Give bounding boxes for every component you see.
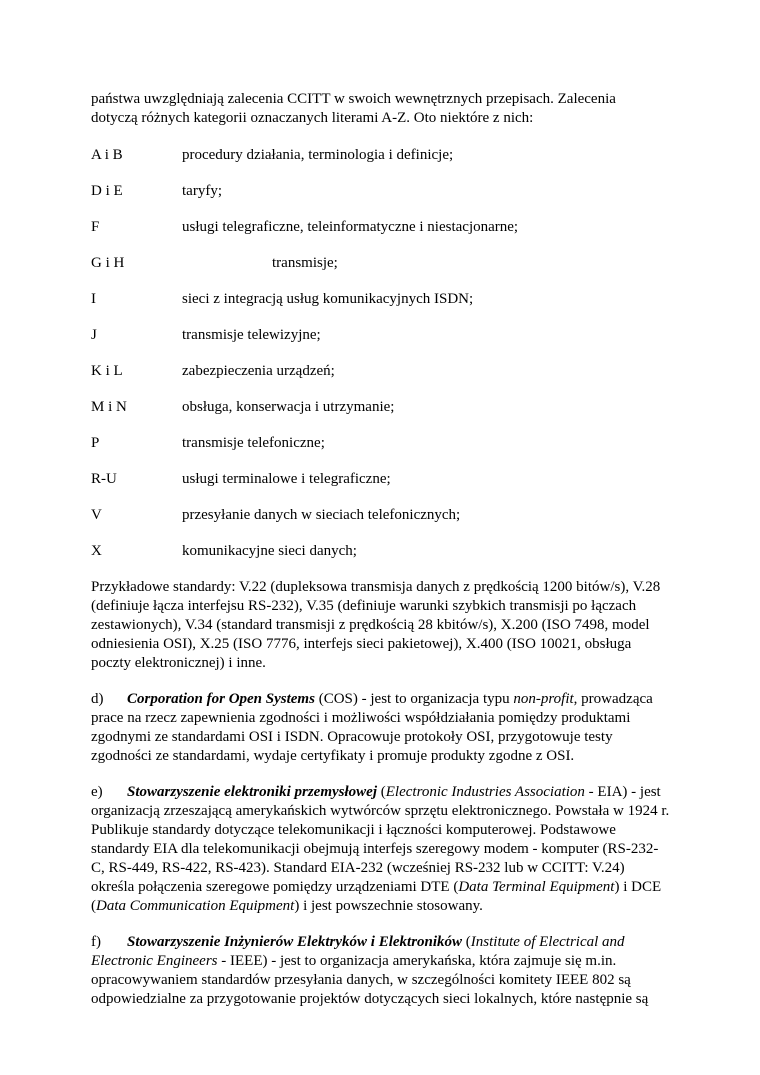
category-code: A i B [91, 147, 123, 163]
intro-line-1: państwa uwzględniają zalecenia CCITT w swoich wewnętrznych przepisach. Zalecenia [91, 91, 616, 107]
document-page [91, 90, 671, 1009]
category-desc: komunikacyjne sieci danych; [182, 543, 357, 559]
category-code: J [91, 327, 97, 343]
examples-paragraph: Przykładowe standardy: V.22 (dupleksowa transmisja danych z prędkością 1200 bitów/s), V.28 (definiuje łącza interfejsu RS-232), V.35 (definiuje warunki szybkich transmisji po łączach zestawionych), V.34 (standard transmisji z prędkością 28 kbitów/s), X.200 (ISO 7498, model odniesienia OSI), X.25 (ISO 7776, interfejs sieci pakietowej), X.400 (ISO 10021, obsługa poczty elektronicznej) i inne. [91, 579, 661, 671]
category-desc: przesyłanie danych w sieciach telefonicznych; [182, 507, 461, 523]
section-d-rest: , prowadząca prace na rzecz zapewnienia zgodności i możliwości współdziałania pomiędzy produktami zgodnymi ze standardami OSI i ISDN. Opracowuje protokoły OSI, przygotowuje testy zgodności ze standardami, wydaje certyfikaty i promuje produkty zgodne z OSI. [91, 691, 653, 764]
category-row [91, 146, 671, 182]
section-f-letter: f) [91, 934, 101, 950]
category-row [91, 506, 671, 542]
section-f-paren: ( [462, 934, 471, 950]
category-desc: usługi terminalowe i telegraficzne; [182, 471, 391, 487]
category-code: K i L [91, 363, 123, 379]
section-e-dte: Data Terminal Equipment [458, 879, 615, 895]
category-desc: procedury działania, terminologia i definicje; [182, 147, 454, 163]
category-row [91, 182, 671, 218]
category-desc: zabezpieczenia urządzeń; [182, 363, 335, 379]
section-e-paragraph [91, 783, 671, 916]
category-row [91, 542, 671, 578]
category-list [91, 146, 671, 578]
category-row [91, 290, 671, 326]
section-d-nonprofit: non-profit [513, 691, 574, 707]
section-e-english: Electronic Industries Association [385, 784, 585, 800]
section-f-name: Stowarzyszenie Inżynierów Elektryków i Elektroników [127, 934, 463, 950]
category-code: I [91, 291, 96, 307]
category-row [91, 362, 671, 398]
section-d-name: Corporation for Open Systems [127, 691, 315, 707]
section-e-dce: Data Communication Equipment [96, 898, 295, 914]
category-code: M i N [91, 399, 127, 415]
category-desc: obsługa, konserwacja i utrzymanie; [182, 399, 395, 415]
category-desc: transmisje telewizyjne; [182, 327, 321, 343]
section-e-letter: e) [91, 784, 103, 800]
category-row [91, 434, 671, 470]
category-code: R-U [91, 471, 117, 487]
category-code: F [91, 219, 100, 235]
category-code: G i H [91, 255, 125, 271]
category-code: P [91, 435, 100, 451]
category-code: X [91, 543, 102, 559]
section-d-paragraph [91, 690, 671, 766]
section-d-letter: d) [91, 691, 104, 707]
section-d-abbr: (COS) - jest to organizacja typu [314, 691, 514, 707]
category-code: V [91, 507, 102, 523]
section-e-name: Stowarzyszenie elektroniki przemysłowej [127, 784, 378, 800]
intro-line-2: dotyczą różnych kategorii oznaczanych literami A-Z. Oto niektóre z nich: [91, 110, 534, 126]
category-desc: sieci z integracją usług komunikacyjnych ISDN; [182, 291, 474, 307]
category-row [91, 326, 671, 362]
category-row [91, 218, 671, 254]
section-f-english: Institute of Electrical and Electronic Engineers [91, 934, 625, 969]
section-e-end: ) i jest powszechnie stosowany. [294, 898, 483, 914]
section-f-abbr: - IEEE) - jest to organizacja amerykańska, która zajmuje się m.in. opracowywaniem standardów przesyłania danych, w szczególności komitety IEEE 802 są odpowiedzialne za przygotowanie projektów dotyczących sieci lokalnych, które następnie są [91, 953, 649, 1007]
category-row [91, 398, 671, 434]
intro-paragraph [91, 90, 671, 128]
category-desc: transmisje; [272, 255, 338, 271]
category-desc: usługi telegraficzne, teleinformatyczne i niestacjonarne; [182, 219, 519, 235]
category-code: D i E [91, 183, 123, 199]
category-row [91, 254, 671, 290]
section-e-abbr: - EIA) - jest organizacją zrzeszającą amerykańskich wytwórców sprzętu elektronicznego. Powstała w 1924 r. Publikuje standardy dotyczące telekomunikacji i łączności komputerowej. Podstawowe standardy EIA dla telekomunikacji obejmują interfejs szeregowy modem - komputer (RS-232-C, RS-449, RS-422, RS-423). Standard EIA-232 (wcześniej RS-232 lub w CCITT: V.24) określa połączenia szeregowe pomiędzy urządzeniami DTE ( [91, 784, 670, 895]
section-e-mid: ) i DCE ( [91, 879, 662, 914]
section-e-paren: ( [377, 784, 386, 800]
section-f-paragraph [91, 933, 671, 1009]
category-desc: taryfy; [182, 183, 222, 199]
category-desc: transmisje telefoniczne; [182, 435, 325, 451]
category-row [91, 470, 671, 506]
